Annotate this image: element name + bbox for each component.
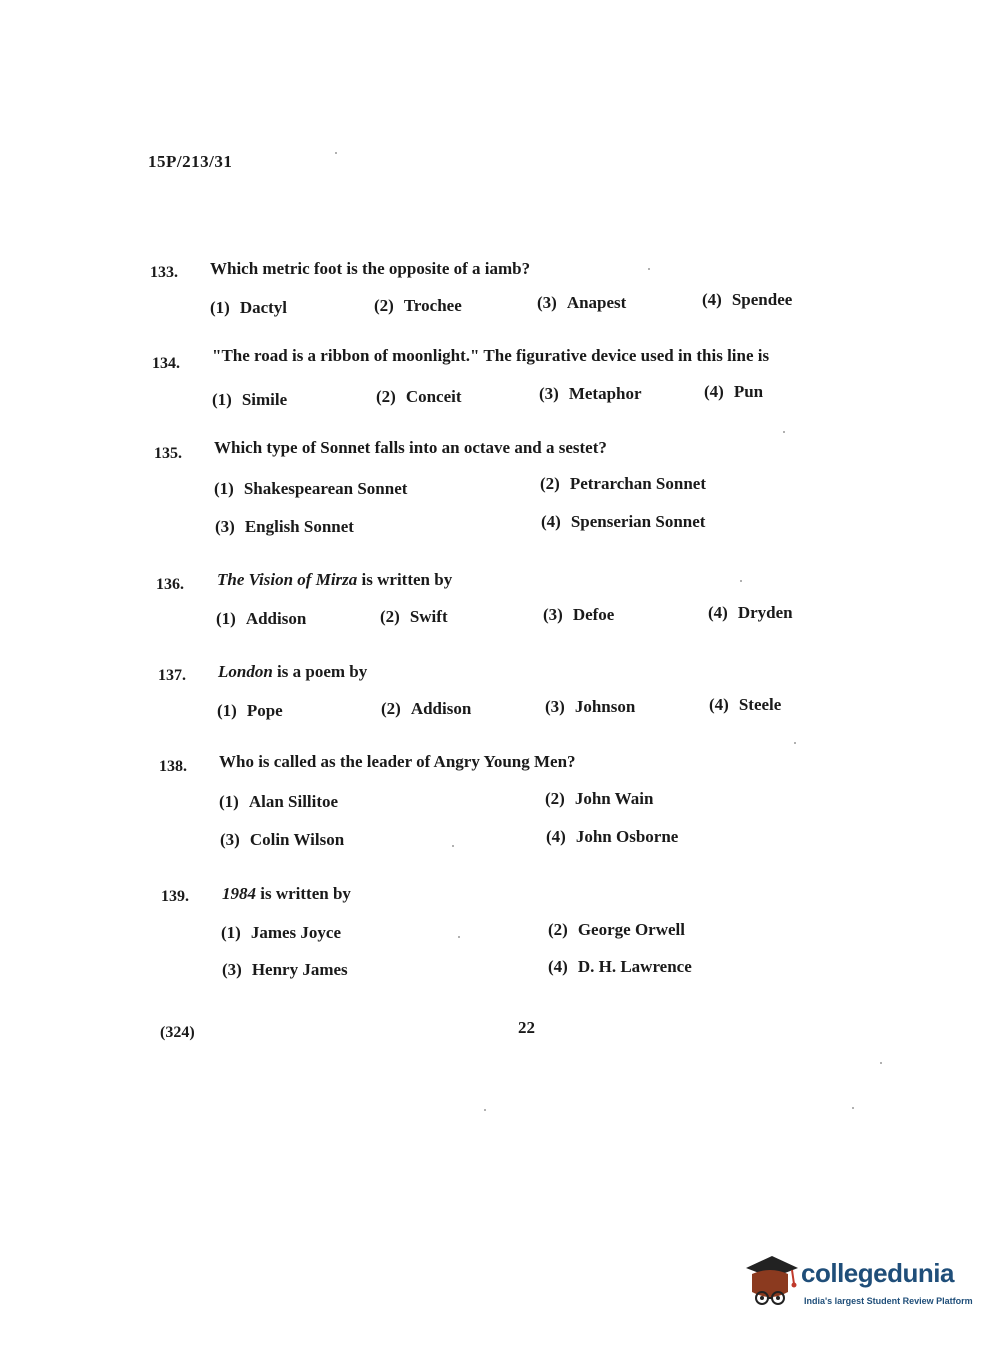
option-1: (1) Pope xyxy=(217,701,283,720)
logo-tagline: India's largest Student Review Platform xyxy=(804,1296,973,1306)
option-2: (2) Addison xyxy=(381,699,472,718)
question-number: 133. xyxy=(150,264,178,281)
question-number: 135. xyxy=(154,445,182,462)
option-3: (3) Anapest xyxy=(537,293,627,312)
option-3: (3) Metaphor xyxy=(539,384,642,403)
option-3: (3) English Sonnet xyxy=(215,517,354,536)
paper-code: 15P/213/31 xyxy=(148,152,233,171)
question-number: 138. xyxy=(159,758,187,775)
scan-speck xyxy=(484,1109,486,1111)
option-2: (2) Petrarchan Sonnet xyxy=(540,474,706,493)
scan-speck xyxy=(740,580,742,582)
option-3: (3) Defoe xyxy=(543,605,615,624)
scan-speck xyxy=(880,1062,882,1064)
option-2: (2) Swift xyxy=(380,607,448,626)
question-text: Which type of Sonnet falls into an octave and a sestet? xyxy=(214,438,607,457)
collegedunia-logo xyxy=(742,1252,972,1316)
option-4: (4) Dryden xyxy=(708,603,793,622)
question-number: 136. xyxy=(156,576,184,593)
scan-speck xyxy=(458,936,460,938)
option-4: (4) Spenserian Sonnet xyxy=(541,512,706,531)
question-number: 139. xyxy=(161,888,189,905)
option-4: (4) John Osborne xyxy=(546,827,679,846)
option-2: (2) John Wain xyxy=(545,789,654,808)
scan-speck xyxy=(335,152,337,154)
option-2: (2) Trochee xyxy=(374,296,462,315)
option-2: (2) Conceit xyxy=(376,387,462,406)
question-text: Which metric foot is the opposite of a iamb? xyxy=(210,259,531,278)
option-4: (4) Steele xyxy=(709,695,782,714)
scan-speck xyxy=(452,845,454,847)
option-3: (3) Colin Wilson xyxy=(220,830,345,849)
mascot-icon xyxy=(742,1252,800,1316)
option-4: (4) Pun xyxy=(704,382,764,401)
option-4: (4) D. H. Lawrence xyxy=(548,957,692,976)
option-1: (1) Simile xyxy=(212,390,288,409)
option-1: (1) Alan Sillitoe xyxy=(219,792,339,811)
option-3: (3) Henry James xyxy=(222,960,348,979)
question-text: The Vision of Mirza is written by xyxy=(217,570,453,589)
question-number: 137. xyxy=(158,667,186,684)
question-text: Who is called as the leader of Angry Young Men? xyxy=(219,752,576,771)
page-number: 22 xyxy=(518,1018,535,1037)
option-1: (1) James Joyce xyxy=(221,923,341,942)
question-text: 1984 is written by xyxy=(222,884,351,903)
option-2: (2) George Orwell xyxy=(548,920,685,939)
question-text: "The road is a ribbon of moonlight." The figurative device used in this line is xyxy=(212,346,770,365)
scan-speck xyxy=(794,742,796,744)
question-text: London is a poem by xyxy=(218,662,368,681)
logo-wordmark: collegedunia xyxy=(801,1258,954,1288)
footer-code: (324) xyxy=(160,1024,195,1041)
scan-speck xyxy=(783,431,785,433)
option-1: (1) Shakespearean Sonnet xyxy=(214,479,408,498)
question-number: 134. xyxy=(152,355,180,372)
option-1: (1) Dactyl xyxy=(210,298,288,317)
option-4: (4) Spendee xyxy=(702,290,793,309)
scan-speck xyxy=(852,1107,854,1109)
option-1: (1) Addison xyxy=(216,609,307,628)
scan-speck xyxy=(648,268,650,270)
option-3: (3) Johnson xyxy=(545,697,636,716)
